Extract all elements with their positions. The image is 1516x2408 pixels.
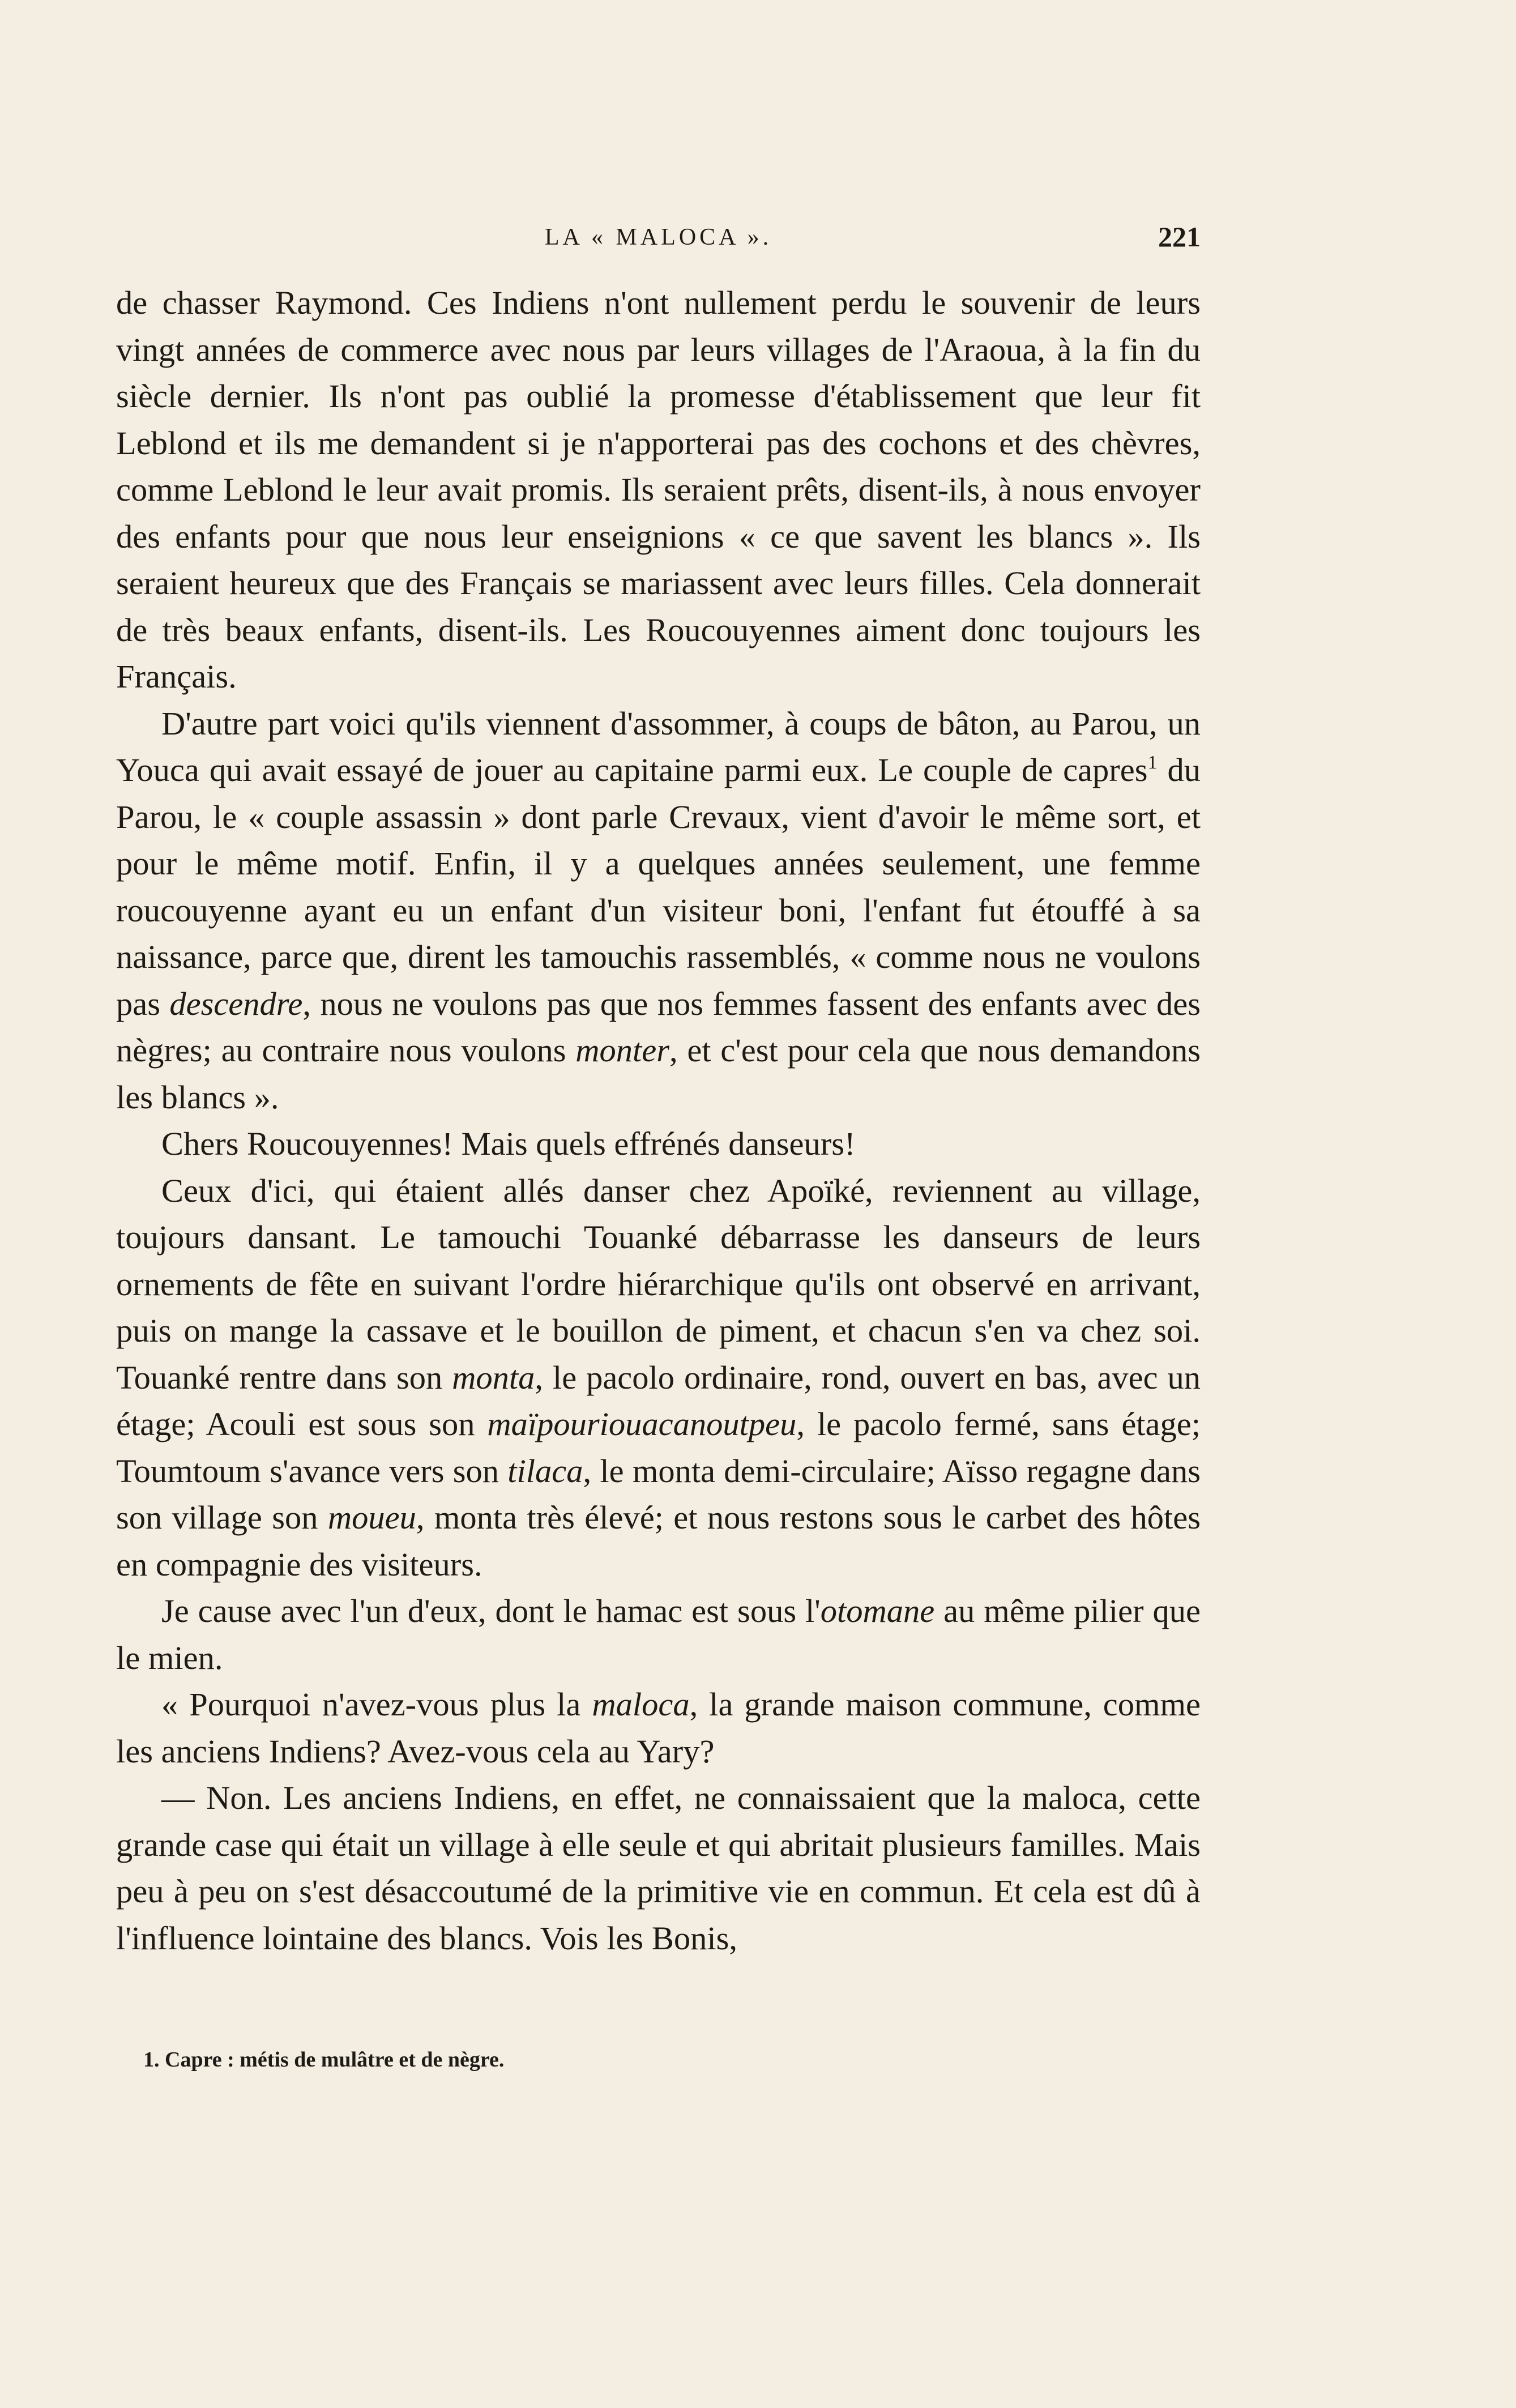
italic-term: maïpouriouacanoutpeu — [487, 1406, 797, 1442]
text-run: , le monta demi-circulaire; Aïsso regagne dans son village son — [116, 1452, 1201, 1536]
text-run: « Pourquoi n'avez-vous plus la — [161, 1686, 592, 1723]
text-run: , monta très élevé; et nous restons sous le carbet des hôtes en compagnie des visiteurs. — [116, 1499, 1201, 1583]
text-run: , le pacolo ordinaire, rond, ouvert en bas, avec un étage; Acouli est sous son — [116, 1359, 1201, 1442]
text-run: du Parou, le « couple assassin » dont parle Crevaux, vient d'avoir le même sort, et pour le même motif. Enfin, il y a quelques années seulement, une femme roucouyenne ayant eu un enfant d'un visiteur boni, l'enfant fut étouffé à sa naissance, parce que, dirent les tamouchis rassemblés, « comme nous ne voulons pas — [116, 752, 1201, 1022]
text-run: D'autre part voici qu'ils viennent d'assommer, à coups de bâton, au Parou, un Youca qui avait essayé de jouer au capitaine parmi eux. Le couple de capres — [116, 705, 1201, 788]
text-run: Je cause avec l'un d'eux, dont le hamac est sous l' — [161, 1592, 821, 1629]
italic-term: maloca — [592, 1686, 690, 1723]
body-text — [116, 280, 1201, 1962]
footnote-marker: 1 — [1147, 752, 1158, 773]
paragraph — [116, 701, 1201, 1121]
paragraph — [116, 1588, 1201, 1681]
running-head: LA « MALOCA ». — [544, 224, 772, 250]
paragraph — [116, 1121, 1201, 1168]
page-header — [116, 221, 1201, 275]
footnote: 1. Capre : métis de mulâtre et de nègre. — [143, 2048, 505, 2072]
italic-term: descendre — [169, 985, 303, 1022]
paragraph — [116, 280, 1201, 701]
italic-term: monta — [452, 1359, 535, 1396]
italic-term: tilaca — [507, 1452, 583, 1489]
paragraph — [116, 1681, 1201, 1775]
italic-term: moueu — [327, 1499, 416, 1536]
page-number: 221 — [1158, 221, 1201, 253]
italic-term: otomane — [820, 1592, 935, 1629]
text-run: au même pilier que le mien. — [116, 1592, 1201, 1676]
text-run: de chasser Raymond. Ces Indiens n'ont nullement perdu le souvenir de leurs vingt années de commerce avec nous par leurs villages de l'Araoua, à la fin du siècle dernier. Ils n'ont pas oublié la promesse d'établissement que leur fit Leblond et ils me demandent si je n'apporterai pas des cochons et des chèvres, comme Leblond le leur avait promis. Ils seraient prêts, disent-ils, à nous envoyer des enfants pour que nous leur enseignions « ce que savent les blancs ». Ils seraient heureux que des Français se mariassent avec leurs filles. Cela donnerait de très beaux enfants, disent-ils. Les Roucouyennes aiment donc toujours les Français. — [116, 284, 1201, 695]
text-run: , le pacolo fermé, sans étage; Toumtoum s'avance vers son — [116, 1406, 1201, 1489]
paragraph — [116, 1168, 1201, 1589]
italic-term: monter — [575, 1032, 669, 1069]
text-run: Chers Roucouyennes! Mais quels effrénés danseurs! — [161, 1125, 856, 1162]
text-run: , la grande maison commune, comme les anciens Indiens? Avez-vous cela au Yary? — [116, 1686, 1201, 1770]
text-run: , nous ne voulons pas que nos femmes fassent des enfants avec des nègres; au contraire nous voulons — [116, 985, 1201, 1069]
text-run: — Non. Les anciens Indiens, en effet, ne connaissaient que la maloca, cette grande case qui était un village à elle seule et qui abritait plusieurs familles. Mais peu à peu on s'est désaccoutumé de la primitive vie en commun. Et cela est dû à l'influence lointaine des blancs. Vois les Bonis, — [116, 1779, 1201, 1957]
paragraph — [116, 1775, 1201, 1962]
text-run: Ceux d'ici, qui étaient allés danser chez Apoïké, reviennent au village, toujours dansant. Le tamouchi Touanké débarrasse les danseurs de leurs ornements de fête en suivant l'ordre hiérarchique qu'ils ont observé en arrivant, puis on mange la cassave et le bouillon de piment, et chacun s'en va chez soi. Touanké rentre dans son — [116, 1172, 1201, 1396]
text-run: , et c'est pour cela que nous demandons les blancs ». — [116, 1032, 1201, 1116]
